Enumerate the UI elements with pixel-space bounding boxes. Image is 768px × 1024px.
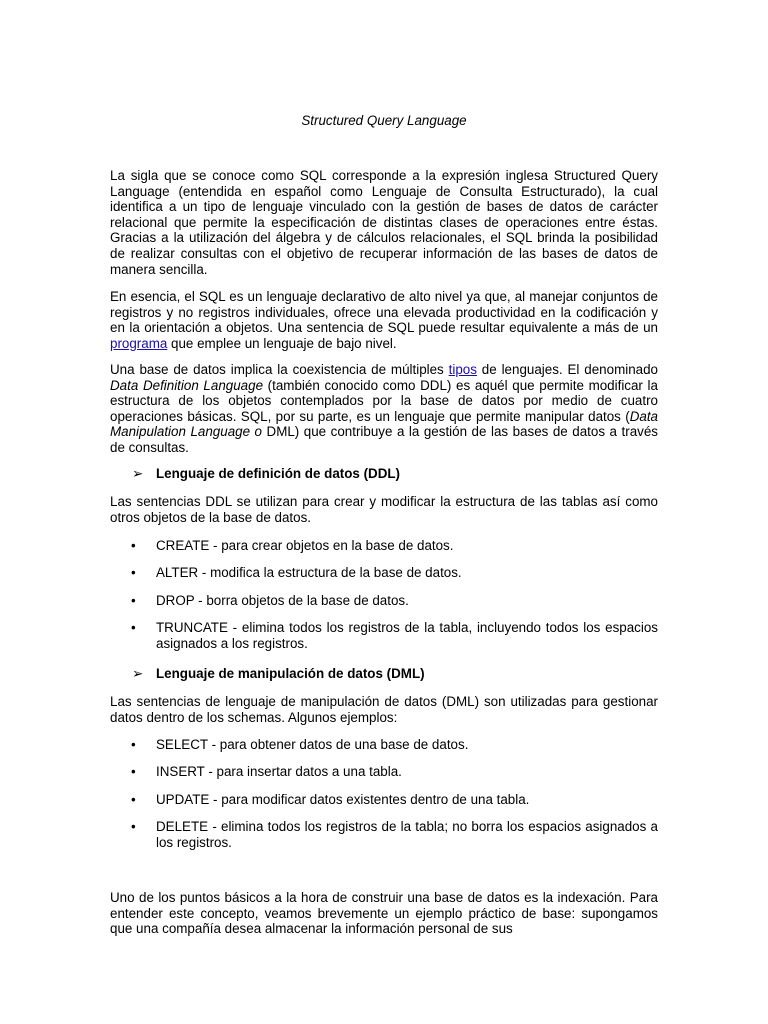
paragraph-intro: La sigla que se conoce como SQL corresponde a la expresión inglesa Structured Query Language (entendida en español como Lenguaje de Consulta Estructurado), la cual identifica a un tipo de lenguaje vinculado con la gestión de bases de datos de carácter relacional que permite la especificación de distintas clases de operaciones entre éstas. Gracias a la utilización del álgebra y de cálculos relacionales, el SQL brinda la posibilidad de realizar consultas con el objetivo de recuperar información de las bases de datos de manera sencilla. (110, 168, 658, 277)
arrow-bullet-icon: ➢ (132, 466, 144, 481)
paragraph-text: En esencia, el SQL es un lenguaje declarativo de alto nivel ya que, al manejar conjuntos de registros y no registros individuales, ofrece una elevada productividad en la codificación y en la orientación a objetos. Una sentencia de SQL puede resultar equivalente a más de un (110, 289, 658, 336)
bullet-icon: • (131, 538, 136, 553)
link-programa[interactable]: programa (110, 335, 168, 351)
list-item-text: DELETE - elimina todos los registros de la tabla; no borra los espacios asignados a los registros. (156, 819, 658, 850)
list-item-text: CREATE - para crear objetos en la base de datos. (156, 538, 454, 553)
document-title: Structured Query Language (301, 113, 467, 128)
bullet-icon: • (131, 819, 136, 834)
bullet-icon: • (131, 593, 136, 608)
list-item-text: UPDATE - para modificar datos existentes dentro de una tabla. (156, 792, 530, 807)
list-item-text: INSERT - para insertar datos a una tabla. (156, 764, 402, 779)
paragraph-declarative (110, 289, 658, 351)
bullet-icon: • (131, 764, 136, 779)
list-item-text: TRUNCATE - elimina todos los registros de la tabla, incluyendo todos los espacios asignados a los registros. (156, 620, 658, 651)
heading-text: Lenguaje de definición de datos (DDL) (156, 466, 401, 481)
paragraph-languages (110, 362, 658, 456)
paragraph-text: DML) que contribuye a la gestión de las bases de datos a través de consultas. (110, 424, 658, 455)
arrow-bullet-icon: ➢ (132, 666, 144, 681)
italic-term: Data Definition Language (110, 377, 264, 393)
paragraph-text: que emplee un lenguaje de bajo nivel. (167, 335, 397, 351)
link-tipos[interactable]: tipos (448, 362, 477, 377)
bullet-icon: • (131, 565, 136, 580)
paragraph-text: de lenguajes. El denominado (476, 362, 658, 377)
paragraph-text: Una base de datos implica la coexistencia de múltiples (110, 362, 449, 377)
section-heading-dml (132, 666, 425, 682)
section-heading-ddl (132, 466, 400, 482)
paragraph-ddl-intro: Las sentencias DDL se utilizan para crear y modificar la estructura de las tablas así como otros objetos de la base de datos. (110, 494, 658, 525)
paragraph-dml-intro: Las sentencias de lenguaje de manipulación de datos (DML) son utilizadas para gestionar datos dentro de los schemas. Algunos ejemplos: (110, 694, 658, 725)
paragraph-text: (también conocido como DDL) es aquél que permite modificar la estructura de los objetos contemplados por la base de datos por medio de cuatro operaciones básicas. SQL, por su parte, es un lenguaje que permite manipular datos ( (110, 377, 658, 424)
list-item-text: SELECT - para obtener datos de una base de datos. (156, 737, 469, 752)
bullet-icon: • (131, 620, 136, 635)
bullet-icon: • (131, 737, 136, 752)
italic-term: Data Manipulation Language o (110, 408, 658, 440)
bullet-icon: • (131, 792, 136, 807)
paragraph-indexing: Uno de los puntos básicos a la hora de construir una base de datos es la indexación. Para entender este concepto, veamos brevemente un ejemplo práctico de base: supongamos que una compañía desea almacenar la información personal de sus (110, 890, 658, 937)
heading-text: Lenguaje de manipulación de datos (DML) (156, 666, 425, 681)
list-item-text: DROP - borra objetos de la base de datos. (156, 593, 409, 608)
list-item-text: ALTER - modifica la estructura de la base de datos. (156, 565, 462, 580)
